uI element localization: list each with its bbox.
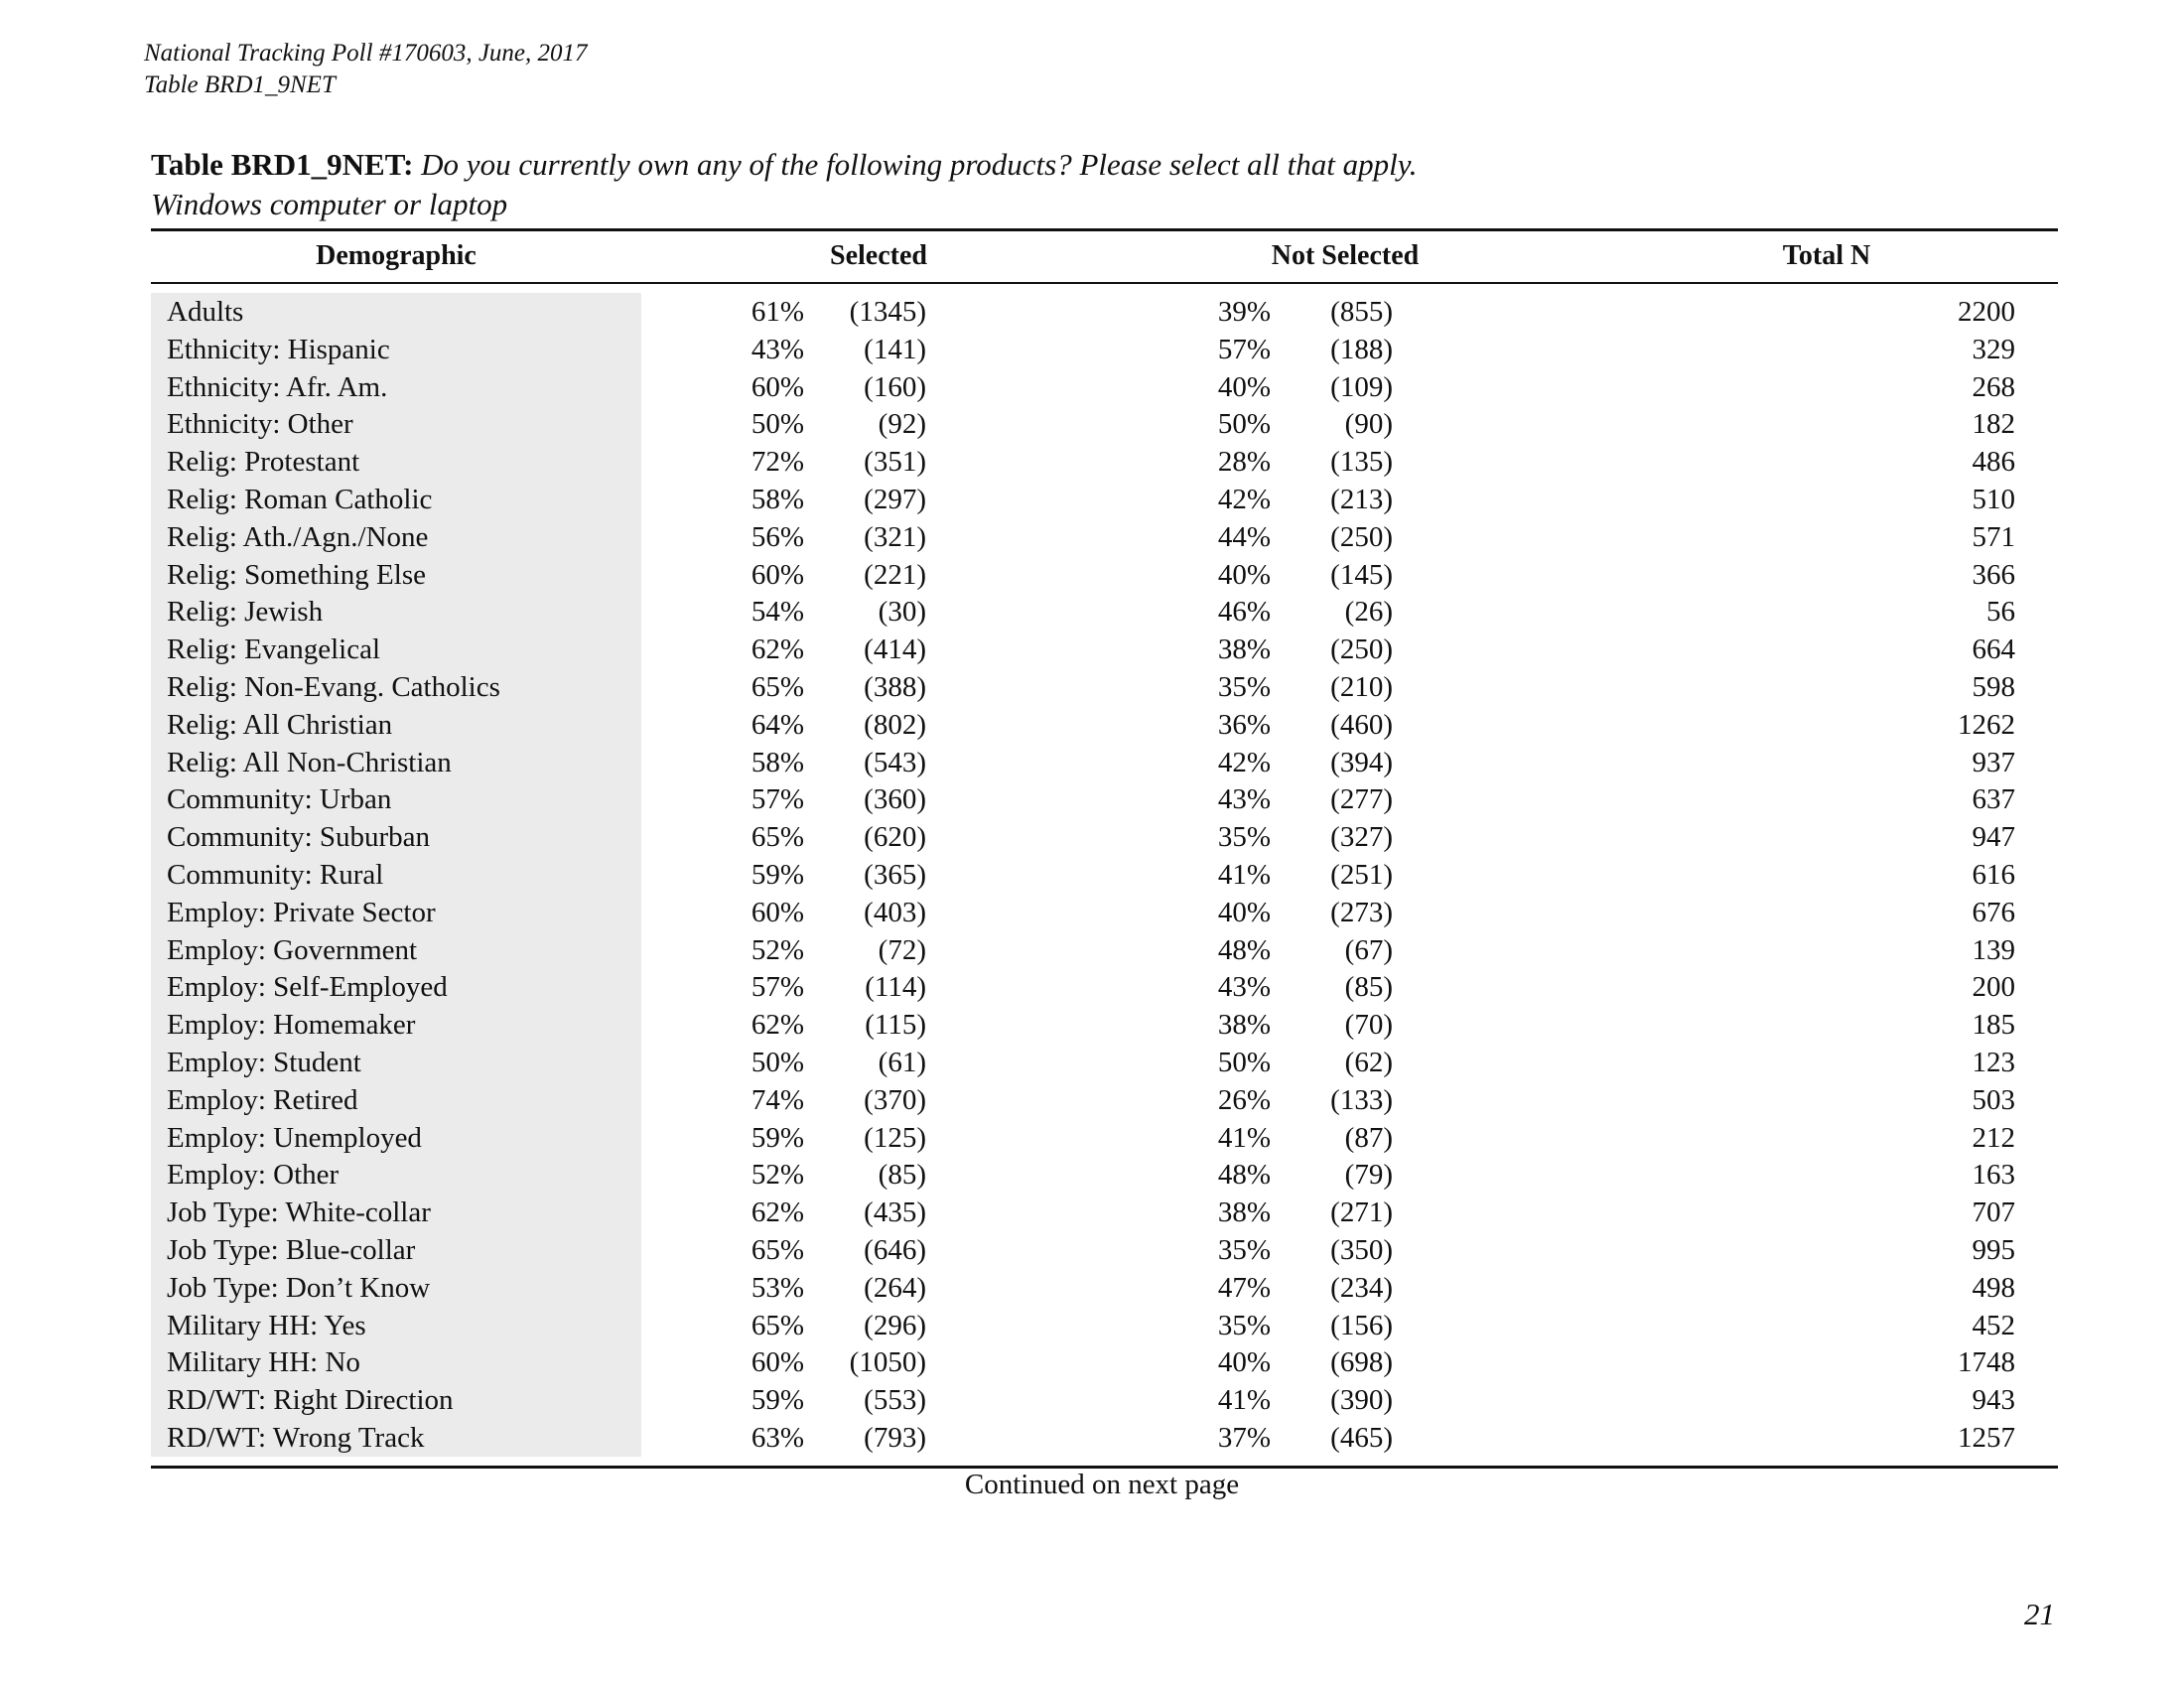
not-selected-count: (210)	[1330, 671, 1393, 703]
total-n: 329	[1972, 333, 2015, 365]
not-selected-percent: 41%	[1217, 1121, 1271, 1154]
selected-percent: 50%	[751, 408, 804, 441]
not-selected-percent: 36%	[1217, 708, 1271, 741]
selected-count: (351)	[864, 446, 926, 479]
not-selected-count: (350)	[1330, 1234, 1393, 1266]
selected-percent: 43%	[751, 333, 804, 365]
total-n: 637	[1972, 783, 2015, 816]
total-n: 616	[1972, 859, 2015, 891]
table-row	[0, 1419, 2184, 1457]
not-selected-count: (465)	[1330, 1422, 1393, 1454]
row-label: Employ: Student	[167, 1047, 361, 1078]
selected-percent: 59%	[751, 1121, 804, 1154]
poll-name: National Tracking Poll #170603, June, 2017	[144, 40, 588, 67]
row-label: Job Type: Blue-collar	[167, 1234, 416, 1266]
selected-count: (1345)	[849, 296, 926, 328]
selected-count: (297)	[864, 484, 926, 515]
row-label: RD/WT: Wrong Track	[167, 1422, 425, 1454]
column-header-demographic: Demographic	[316, 240, 477, 271]
table-row	[0, 1307, 2184, 1344]
total-n: 366	[1972, 558, 2015, 591]
row-label: Employ: Private Sector	[167, 896, 436, 928]
not-selected-percent: 38%	[1217, 1196, 1271, 1229]
selected-count: (61)	[878, 1047, 926, 1078]
not-selected-percent: 39%	[1217, 296, 1271, 328]
not-selected-count: (109)	[1330, 370, 1393, 403]
table-row	[0, 631, 2184, 668]
not-selected-percent: 48%	[1217, 1159, 1271, 1192]
selected-percent: 60%	[751, 558, 804, 591]
not-selected-percent: 41%	[1217, 859, 1271, 891]
row-label: Ethnicity: Hispanic	[167, 333, 390, 365]
row-label: Community: Rural	[167, 859, 384, 891]
selected-count: (30)	[878, 596, 926, 629]
table-row	[0, 405, 2184, 443]
selected-percent: 62%	[751, 1196, 804, 1229]
row-label: Community: Urban	[167, 783, 392, 816]
not-selected-count: (234)	[1330, 1271, 1393, 1304]
total-n: 498	[1972, 1271, 2015, 1304]
not-selected-percent: 38%	[1217, 633, 1271, 666]
not-selected-percent: 35%	[1217, 671, 1271, 703]
selected-count: (388)	[864, 671, 926, 703]
row-label: Relig: Something Else	[167, 558, 426, 591]
not-selected-percent: 50%	[1217, 408, 1271, 441]
selected-percent: 60%	[751, 370, 804, 403]
selected-percent: 60%	[751, 1346, 804, 1379]
row-label: Military HH: Yes	[167, 1309, 366, 1341]
table-row	[0, 894, 2184, 931]
not-selected-percent: 40%	[1217, 896, 1271, 928]
table-question: Do you currently own any of the following products? Please select all that apply.	[421, 147, 1418, 182]
table-row	[0, 856, 2184, 894]
not-selected-percent: 48%	[1217, 933, 1271, 966]
row-label: Job Type: Don’t Know	[167, 1271, 431, 1304]
table-row	[0, 818, 2184, 856]
not-selected-count: (79)	[1344, 1159, 1393, 1192]
table-row	[0, 331, 2184, 368]
row-label: Relig: Evangelical	[167, 633, 381, 666]
total-n: 503	[1972, 1083, 2015, 1116]
total-n: 268	[1972, 370, 2015, 403]
row-label: Community: Suburban	[167, 821, 431, 854]
total-n: 937	[1972, 746, 2015, 778]
table-row	[0, 293, 2184, 331]
table-row	[0, 1343, 2184, 1381]
selected-count: (543)	[864, 746, 926, 778]
not-selected-percent: 40%	[1217, 370, 1271, 403]
selected-percent: 65%	[751, 1234, 804, 1266]
selected-count: (1050)	[849, 1346, 926, 1379]
row-label: Employ: Government	[167, 933, 418, 966]
total-n: 139	[1972, 933, 2015, 966]
row-label: RD/WT: Right Direction	[167, 1384, 454, 1417]
row-label: Ethnicity: Afr. Am.	[167, 370, 388, 403]
selected-count: (321)	[864, 520, 926, 553]
not-selected-percent: 35%	[1217, 1309, 1271, 1341]
table-title-label: Table BRD1_9NET:	[151, 147, 414, 182]
table-row	[0, 556, 2184, 594]
not-selected-count: (327)	[1330, 821, 1393, 854]
selected-percent: 57%	[751, 783, 804, 816]
row-label: Relig: All Non-Christian	[167, 746, 452, 778]
selected-count: (296)	[864, 1309, 926, 1341]
table-row	[0, 593, 2184, 631]
selected-percent: 74%	[751, 1083, 804, 1116]
total-n: 212	[1972, 1121, 2015, 1154]
not-selected-percent: 50%	[1217, 1047, 1271, 1078]
selected-percent: 65%	[751, 821, 804, 854]
not-selected-count: (277)	[1330, 783, 1393, 816]
selected-percent: 60%	[751, 896, 804, 928]
not-selected-count: (133)	[1330, 1083, 1393, 1116]
not-selected-percent: 37%	[1217, 1422, 1271, 1454]
not-selected-count: (855)	[1330, 296, 1393, 328]
total-n: 510	[1972, 484, 2015, 515]
selected-count: (72)	[878, 933, 926, 966]
selected-count: (92)	[878, 408, 926, 441]
row-label: Relig: Ath./Agn./None	[167, 520, 429, 553]
not-selected-count: (87)	[1344, 1121, 1393, 1154]
row-label: Job Type: White-collar	[167, 1196, 431, 1229]
not-selected-count: (390)	[1330, 1384, 1393, 1417]
selected-percent: 64%	[751, 708, 804, 741]
total-n: 1257	[1958, 1422, 2015, 1454]
table-row	[0, 668, 2184, 706]
selected-percent: 62%	[751, 1009, 804, 1042]
total-n: 163	[1972, 1159, 2015, 1192]
row-label: Relig: Non-Evang. Catholics	[167, 671, 500, 703]
not-selected-count: (460)	[1330, 708, 1393, 741]
selected-count: (414)	[864, 633, 926, 666]
not-selected-count: (394)	[1330, 746, 1393, 778]
total-n: 185	[1972, 1009, 2015, 1042]
selected-count: (85)	[878, 1159, 926, 1192]
column-header-not-selected: Not Selected	[1271, 240, 1420, 271]
total-n: 995	[1972, 1234, 2015, 1266]
table-row	[0, 780, 2184, 818]
not-selected-count: (26)	[1344, 596, 1393, 629]
total-n: 56	[1986, 596, 2015, 629]
total-n: 123	[1972, 1047, 2015, 1078]
selected-percent: 59%	[751, 1384, 804, 1417]
selected-count: (793)	[864, 1422, 926, 1454]
selected-count: (115)	[865, 1009, 926, 1042]
page-number: 21	[2024, 1597, 2055, 1631]
table-row	[0, 1119, 2184, 1157]
row-label: Relig: All Christian	[167, 708, 393, 741]
selected-count: (802)	[864, 708, 926, 741]
not-selected-count: (135)	[1330, 446, 1393, 479]
not-selected-count: (273)	[1330, 896, 1393, 928]
row-label: Relig: Jewish	[167, 596, 324, 629]
top-rule	[151, 228, 2058, 231]
selected-percent: 52%	[751, 1159, 804, 1192]
not-selected-percent: 40%	[1217, 1346, 1271, 1379]
selected-percent: 56%	[751, 520, 804, 553]
total-n: 486	[1972, 446, 2015, 479]
total-n: 452	[1972, 1309, 2015, 1341]
table-row	[0, 443, 2184, 481]
not-selected-percent: 57%	[1217, 333, 1271, 365]
selected-count: (370)	[864, 1083, 926, 1116]
total-n: 200	[1972, 971, 2015, 1004]
row-label: Employ: Retired	[167, 1083, 358, 1116]
not-selected-count: (188)	[1330, 333, 1393, 365]
not-selected-count: (250)	[1330, 520, 1393, 553]
total-n: 1748	[1958, 1346, 2015, 1379]
not-selected-percent: 40%	[1217, 558, 1271, 591]
total-n: 676	[1972, 896, 2015, 928]
not-selected-percent: 26%	[1217, 1083, 1271, 1116]
table-row	[0, 1269, 2184, 1307]
selected-count: (646)	[864, 1234, 926, 1266]
selected-percent: 53%	[751, 1271, 804, 1304]
not-selected-count: (156)	[1330, 1309, 1393, 1341]
not-selected-count: (145)	[1330, 558, 1393, 591]
selected-count: (264)	[864, 1271, 926, 1304]
total-n: 943	[1972, 1384, 2015, 1417]
selected-count: (114)	[865, 971, 926, 1004]
selected-percent: 72%	[751, 446, 804, 479]
not-selected-count: (250)	[1330, 633, 1393, 666]
selected-percent: 58%	[751, 746, 804, 778]
selected-percent: 62%	[751, 633, 804, 666]
selected-percent: 50%	[751, 1047, 804, 1078]
row-label: Relig: Roman Catholic	[167, 484, 433, 515]
row-label: Adults	[167, 296, 244, 328]
not-selected-count: (213)	[1330, 484, 1393, 515]
total-n: 1262	[1958, 708, 2015, 741]
selected-count: (553)	[864, 1384, 926, 1417]
page-header	[144, 38, 588, 101]
not-selected-percent: 42%	[1217, 746, 1271, 778]
total-n: 707	[1972, 1196, 2015, 1229]
selected-count: (620)	[864, 821, 926, 854]
total-n: 571	[1972, 520, 2015, 553]
selected-count: (125)	[864, 1121, 926, 1154]
selected-percent: 63%	[751, 1422, 804, 1454]
table-row	[0, 931, 2184, 969]
table-subtitle: Windows computer or laptop	[151, 187, 508, 221]
row-label: Employ: Other	[167, 1159, 340, 1192]
column-header-selected: Selected	[830, 240, 927, 271]
not-selected-count: (67)	[1344, 933, 1393, 966]
table-row	[0, 1194, 2184, 1231]
table-row	[0, 518, 2184, 556]
not-selected-count: (62)	[1344, 1047, 1393, 1078]
not-selected-percent: 42%	[1217, 484, 1271, 515]
selected-percent: 52%	[751, 933, 804, 966]
not-selected-percent: 46%	[1217, 596, 1271, 629]
table-title	[151, 145, 2057, 224]
table-row	[0, 481, 2184, 518]
selected-count: (365)	[864, 859, 926, 891]
not-selected-count: (70)	[1344, 1009, 1393, 1042]
not-selected-percent: 43%	[1217, 971, 1271, 1004]
not-selected-percent: 44%	[1217, 520, 1271, 553]
selected-count: (360)	[864, 783, 926, 816]
table-row	[0, 1231, 2184, 1269]
not-selected-count: (251)	[1330, 859, 1393, 891]
not-selected-percent: 38%	[1217, 1009, 1271, 1042]
selected-count: (435)	[864, 1196, 926, 1229]
table-row	[0, 1381, 2184, 1419]
selected-percent: 65%	[751, 671, 804, 703]
not-selected-count: (85)	[1344, 971, 1393, 1004]
header-rule	[151, 282, 2058, 284]
total-n: 598	[1972, 671, 2015, 703]
selected-count: (221)	[864, 558, 926, 591]
row-label: Relig: Protestant	[167, 446, 360, 479]
table-row	[0, 368, 2184, 406]
not-selected-percent: 47%	[1217, 1271, 1271, 1304]
total-n: 182	[1972, 408, 2015, 441]
not-selected-percent: 35%	[1217, 1234, 1271, 1266]
row-label: Employ: Self-Employed	[167, 971, 448, 1004]
table-row	[0, 1044, 2184, 1081]
selected-count: (403)	[864, 896, 926, 928]
selected-percent: 58%	[751, 484, 804, 515]
not-selected-percent: 43%	[1217, 783, 1271, 816]
table-row	[0, 968, 2184, 1006]
table-row	[0, 706, 2184, 744]
total-n: 664	[1972, 633, 2015, 666]
not-selected-count: (90)	[1344, 408, 1393, 441]
row-label: Employ: Homemaker	[167, 1009, 416, 1042]
not-selected-percent: 35%	[1217, 821, 1271, 854]
continued-note: Continued on next page	[964, 1469, 1240, 1500]
row-label: Employ: Unemployed	[167, 1121, 422, 1154]
selected-count: (141)	[864, 333, 926, 365]
not-selected-count: (271)	[1330, 1196, 1393, 1229]
total-n: 2200	[1958, 296, 2015, 328]
not-selected-count: (698)	[1330, 1346, 1393, 1379]
table-row	[0, 1156, 2184, 1194]
total-n: 947	[1972, 821, 2015, 854]
table-row	[0, 1081, 2184, 1119]
selected-percent: 54%	[751, 596, 804, 629]
not-selected-percent: 41%	[1217, 1384, 1271, 1417]
selected-percent: 61%	[751, 296, 804, 328]
selected-count: (160)	[864, 370, 926, 403]
column-header-total: Total N	[1782, 240, 1871, 271]
selected-percent: 59%	[751, 859, 804, 891]
table-row	[0, 744, 2184, 781]
row-label: Military HH: No	[167, 1346, 360, 1379]
not-selected-percent: 28%	[1217, 446, 1271, 479]
selected-percent: 65%	[751, 1309, 804, 1341]
selected-percent: 57%	[751, 971, 804, 1004]
table-id: Table BRD1_9NET	[144, 71, 336, 98]
table-row	[0, 1006, 2184, 1044]
row-label: Ethnicity: Other	[167, 408, 353, 441]
